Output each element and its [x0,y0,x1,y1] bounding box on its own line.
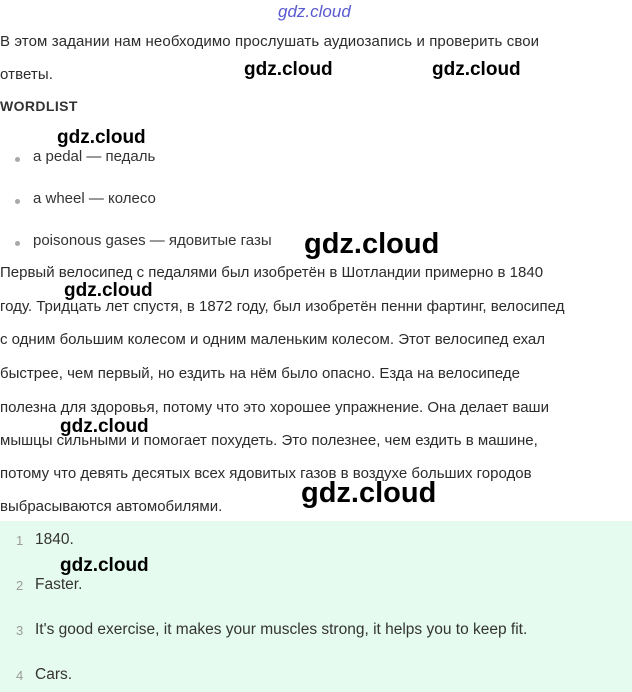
answer-text: Faster. [35,576,83,593]
intro-text-line-2: ответы. [0,66,54,83]
answer-number: 2 [16,578,24,593]
translation-line: году. Тридцать лет спустя, в 1872 году, был изобретён пенни фартинг, велосипед [0,298,565,315]
translation-line: Первый велосипед с педалями был изобретён в Шотландии примерно в 1840 [0,264,544,281]
bullet-icon [15,241,20,246]
watermark: gdz.cloud [60,555,149,576]
watermark: gdz.cloud [57,127,146,148]
translation-line: мышцы сильными и помогает похудеть. Это полезнее, чем ездить в машине, [0,432,538,449]
answer-number: 3 [16,623,24,638]
wordlist-item: a pedal — педаль [33,148,156,165]
translation-line: выбрасываются автомобилями. [0,498,223,515]
watermark: gdz.cloud [432,59,521,80]
bullet-icon [15,199,20,204]
watermark: gdz.cloud [304,228,440,260]
answer-text: It's good exercise, it makes your muscles strong, it helps you to keep fit. [35,621,528,638]
watermark: gdz.cloud [301,477,437,509]
watermark: gdz.cloud [278,2,351,21]
answers-panel [0,521,632,692]
wordlist-item: a wheel — колесо [33,190,156,207]
translation-line: с одним большим колесом и одним маленьким колесом. Этот велосипед ехал [0,331,546,348]
answer-number: 4 [16,668,24,683]
translation-line: полезна для здоровья, потому что это хорошее упражнение. Она делает ваши [0,399,549,416]
translation-line: быстрее, чем первый, но ездить на нём было опасно. Езда на велосипеде [0,365,520,382]
intro-text-line-1: В этом задании нам необходимо прослушать аудиозапись и проверить свои [0,33,540,50]
answer-number: 1 [16,533,24,548]
bullet-icon [15,157,20,162]
wordlist-heading: WORDLIST [0,98,78,114]
watermark: gdz.cloud [60,416,149,437]
watermark: gdz.cloud [64,280,153,301]
watermark: gdz.cloud [244,59,333,80]
answer-text: Cars. [35,666,73,683]
wordlist-item: poisonous gases — ядовитые газы [33,232,272,249]
translation-line: потому что девять десятых всех ядовитых газов в воздухе больших городов [0,465,532,482]
answer-text: 1840. [35,531,74,548]
